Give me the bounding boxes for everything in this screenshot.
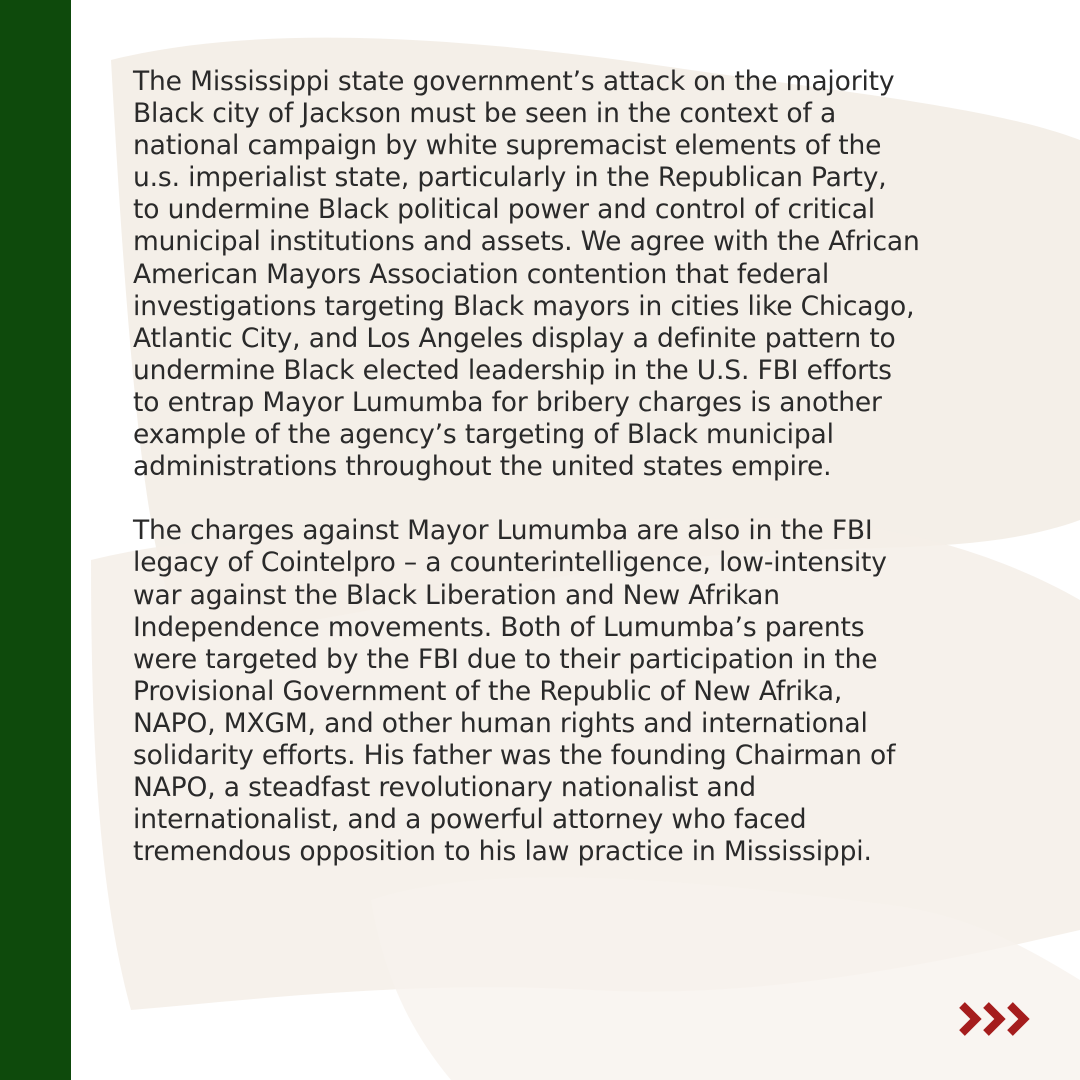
triple-chevron-right-icon[interactable] (958, 999, 1032, 1039)
paragraph-2: The charges against Mayor Lumumba are also in the FBI legacy of Cointelpro – a counterintelligence, low-intensity war against the Black Liberation and New Afrikan Independence movements. Both of Lumumba’s parents were targeted by the FBI due to their participation in the Provisional Government of the Republic of New Afrika, NAPO, MXGM, and other human rights and international solidarity efforts. His father was the founding Chairman of NAPO, a steadfast revolutionary nationalist and internationalist, and a powerful attorney who faced tremendous opposition to his law practice in Mississippi. (133, 515, 896, 868)
paragraph-1: The Mississippi state government’s attack on the majority Black city of Jackson must be seen in the context of a national campaign by white supremacist elements of the u.s. imperialist state, particularly in the Republican Party, to undermine Black political power and control of critical municipal institutions and assets. We agree with the African American Mayors Association contention that federal investigations targeting Black mayors in cities like Chicago, Atlantic City, and Los Angeles display a definite pattern to undermine Black elected leadership in the U.S. FBI efforts to entrap Mayor Lumumba for bribery charges is another example of the agency’s targeting of Black municipal administrations throughout the united states empire. (133, 66, 920, 483)
green-sidebar-bar (0, 0, 71, 1080)
body-text (133, 66, 1033, 868)
